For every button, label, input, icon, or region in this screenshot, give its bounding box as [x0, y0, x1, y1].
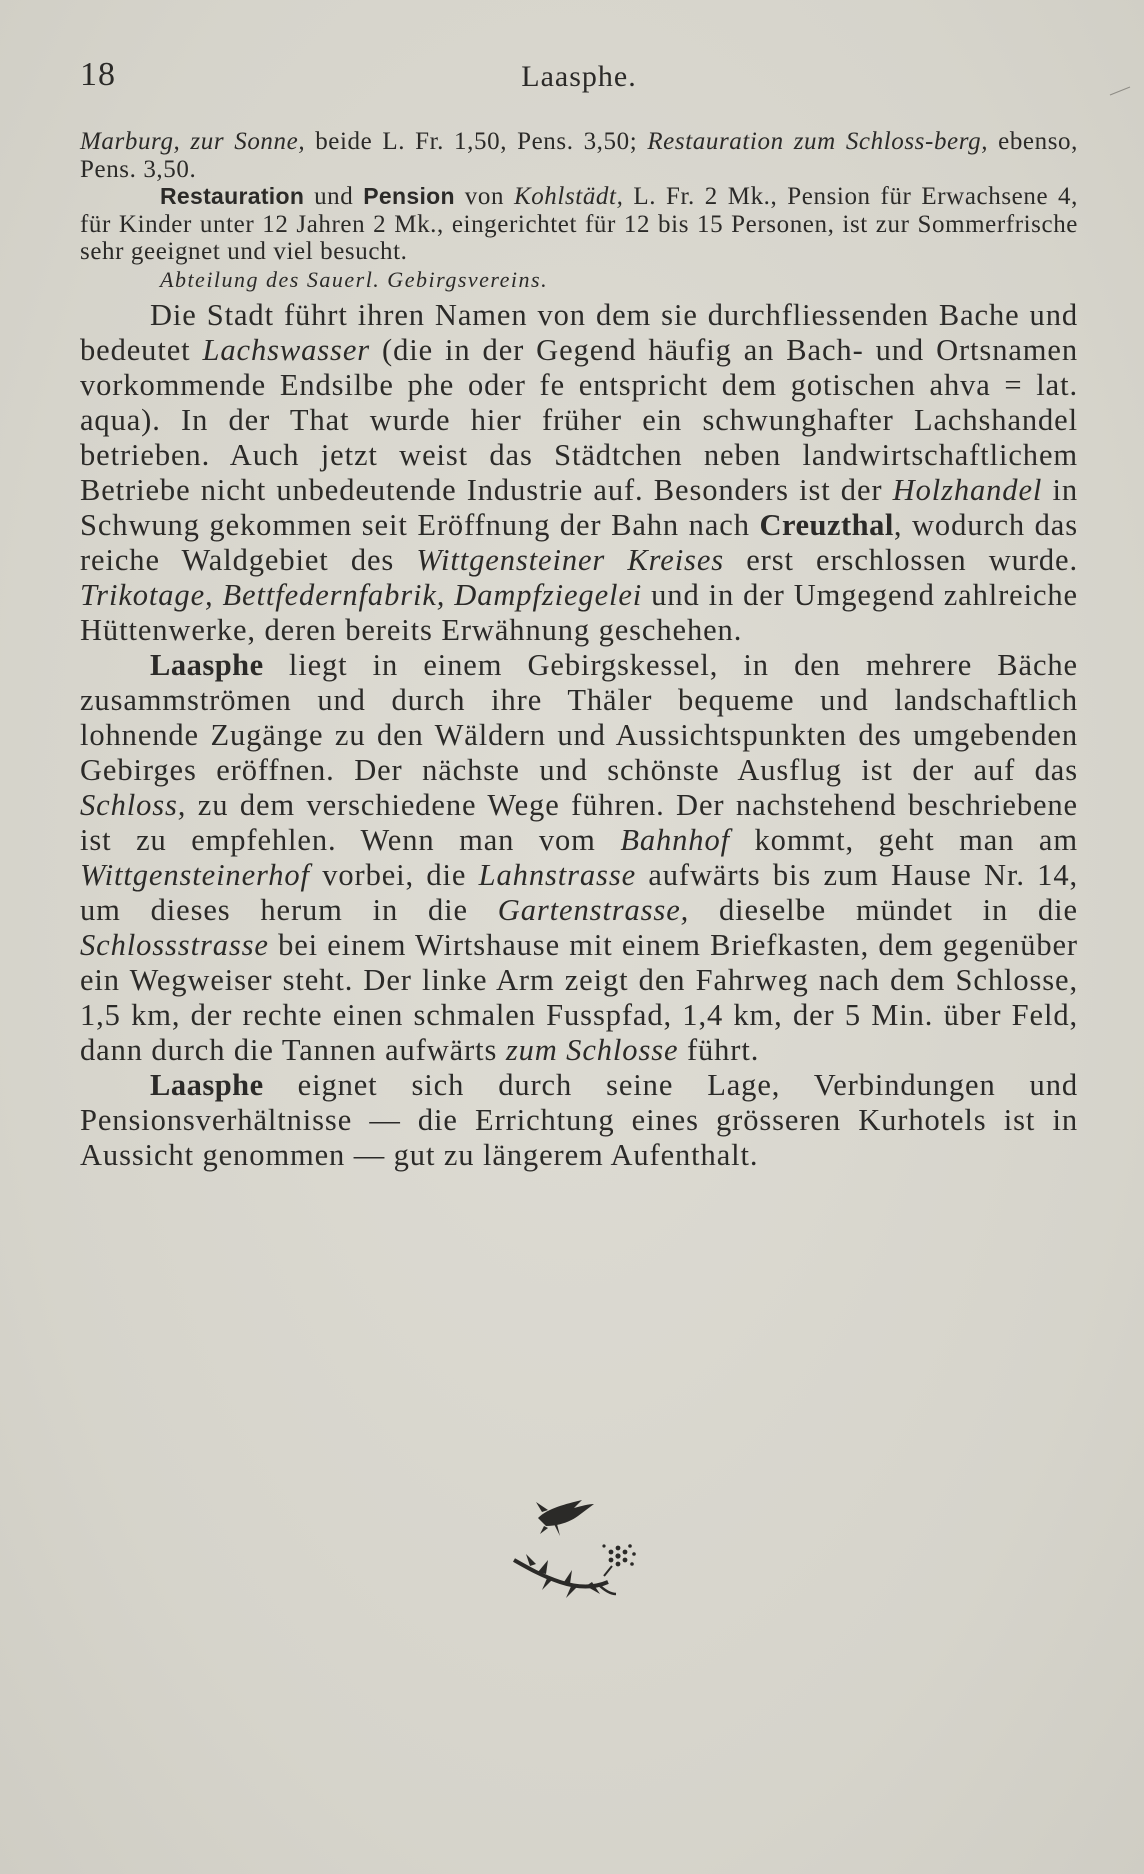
page-number: 18 [80, 56, 116, 93]
proprietor-name: Kohlstädt, [513, 183, 624, 210]
body-paragraph-1: Die Stadt führt ihren Namen von dem sie durchfliessenden Bache und bedeutet Lachswasser (die in der Gegend häufig an Bach- und Ortsnamen vorkommende Endsilbe phe oder fe entspricht dem gotischen ahva = lat. aqua). In der That wurde hier früher ein schwunghafter Lachshandel betrieben. Auch jetzt weist das Städtchen neben landwirtschaftlichem Betriebe nicht unbedeutende Industrie auf. Besonders ist der Holzhandel in Schwung gekommen seit Eröffnung der Bahn nach Creuzthal, wodurch das reiche Waldgebiet des Wittgensteiner Kreises erst erschlossen wurde. Trikotage, Bettfedernfabrik, Dampfziegelei und in der Umgegend zahlreiche Hüttenwerke, deren bereits Erwähnung geschehen. [80, 298, 1078, 647]
bird-and-flower-vignette-icon [508, 1490, 648, 1610]
main-text [80, 298, 1078, 1173]
section-signature: Abteilung des Sauerl. Gebirgsvereins. [160, 266, 549, 292]
listing-paragraph-2: Restauration und Pension von Kohlstädt, L. Fr. 2 Mk., Pension für Erwachsene 4, für Kinder unter 12 Jahren 2 Mk., eingerichtet für 12 bis 15 Personen, ist zur Sommerfrische sehr geeignet und viel besucht. [80, 183, 1078, 265]
body-paragraph-3: Laasphe eignet sich durch seine Lage, Verbindungen und Pensionsverhältnisse — die Errichtung eines grösseren Kurhotels ist in Aussicht genommen — gut zu längerem Aufenthalt. [80, 1068, 1078, 1172]
page-header [80, 56, 1078, 100]
lodging-listing [80, 128, 1078, 293]
body-paragraph-2: Laasphe liegt in einem Gebirgskessel, in den mehrere Bäche zusammströmen und durch ihre Thäler bequeme und landschaftlich lohnende Zugänge zu den Wäldern und Aussichtspunkten des umgebenden Gebirges eröffnen. Der nächste und schönste Ausflug ist der auf das Schloss, zu dem verschiedene Wege führen. Der nachstehend beschriebene ist zu empfehlen. Wenn man vom Bahnhof kommt, geht man am Wittgensteinerhof vorbei, die Lahnstrasse aufwärts bis zum Hause Nr. 14, um dieses herum in die Gartenstrasse, dieselbe mündet in die Schlossstrasse bei einem Wirtshause mit einem Briefkasten, dem gegenüber ein Wegweiser steht. Der linke Arm zeigt den Fahrweg nach dem Schlosse, 1,5 km, der rechte einen schmalen Fusspfad, 1,4 km, der 5 Min. über Feld, dann durch die Tannen aufwärts zum Schlosse führt. [80, 648, 1078, 1067]
running-title: Laasphe. [521, 60, 637, 93]
page-edge-mark-icon [1108, 86, 1132, 96]
hotel-sonne: Marburg, zur Sonne, [80, 128, 306, 155]
restauration-schlossberg: Restauration zum Schloss-berg, [647, 128, 989, 155]
listing-paragraph-1: Marburg, zur Sonne, beide L. Fr. 1,50, Pens. 3,50; Restauration zum Schloss-berg, ebenso, Pens. 3,50. [80, 128, 1078, 183]
